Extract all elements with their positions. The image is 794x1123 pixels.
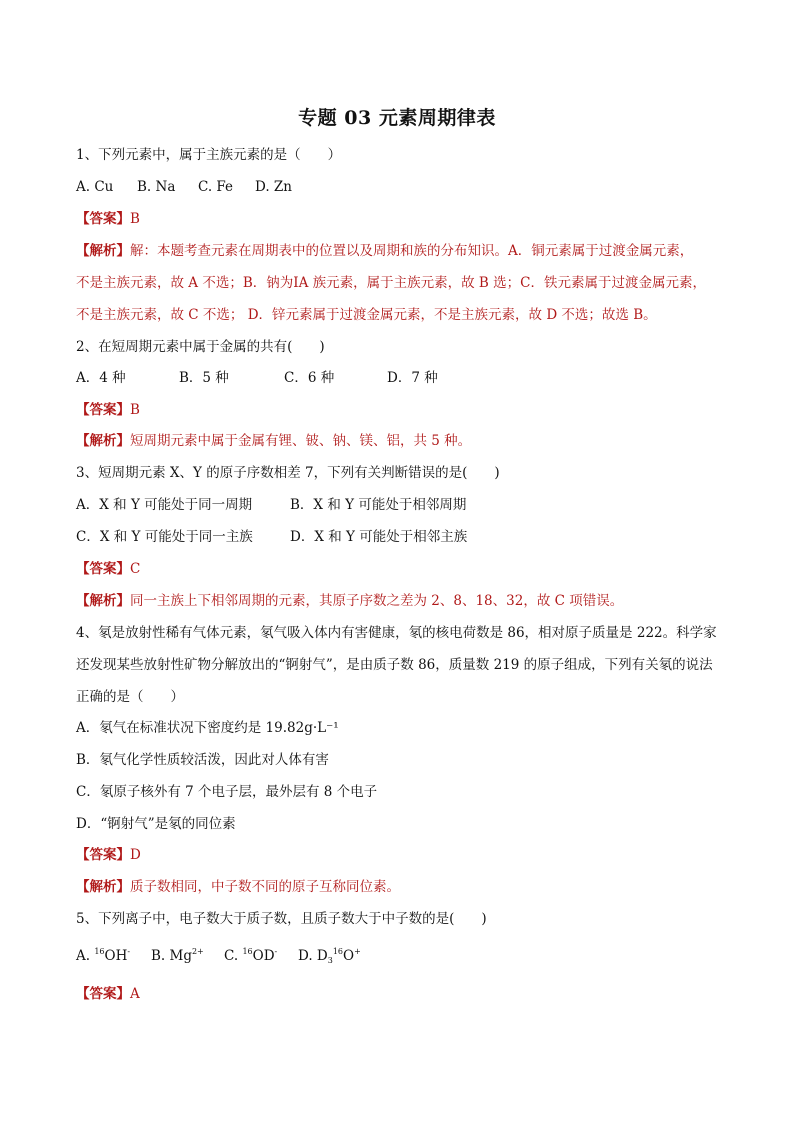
- option-c-formula: OD: [252, 948, 275, 964]
- question-4-line-2: 还发现某些放射性矿物分解放出的“锕射气”，是由质子数 86，质量数 219 的原子组成，下列有关氡的说法: [76, 657, 713, 673]
- option-b-charge: 2+: [191, 947, 204, 956]
- answer-tag: 【答案】: [76, 211, 130, 227]
- option-a: [76, 946, 151, 966]
- option-a: A．4 种: [76, 370, 126, 386]
- analysis-1-line-1: [76, 241, 693, 261]
- option-c: C．X 和 Y 可能处于同一主族: [76, 529, 253, 545]
- analysis-1-line-2: 不是主族元素，故 A 不选；B．钠为ⅠA 族元素，属于主族元素，故 B 选；C．铁元素属于过渡金属元素，: [76, 275, 706, 291]
- question-2: 2、在短周期元素中属于金属的共有( ): [76, 339, 325, 355]
- option-c-prefix: C.: [224, 948, 243, 964]
- option-a: A．X 和 Y 可能处于同一周期: [76, 497, 253, 513]
- option-d-prefix: D. D: [298, 948, 328, 964]
- analysis-text: 质子数相同，中子数不同的原子互称同位素。: [130, 879, 400, 895]
- option-c: C．6 种: [284, 370, 335, 386]
- question-5: 5、下列离子中，电子数大于质子数，且质子数大于中子数的是( ): [76, 911, 487, 927]
- analysis-text: 同一主族上下相邻周期的元素，其原子序数之差为 2、8、18、32，故 C 项错误。: [130, 593, 624, 609]
- answer-tag: 【答案】: [76, 847, 130, 863]
- analysis-3: [76, 591, 623, 611]
- option-a: A. Cu: [76, 179, 114, 195]
- option-b-formula: B. Mg: [151, 948, 192, 964]
- option-a-formula: OH: [104, 948, 128, 964]
- option-d-mass-number: 16: [332, 947, 344, 956]
- option-a-prefix: A.: [76, 948, 95, 964]
- option-c: C. Fe: [198, 179, 234, 195]
- answer-tag: 【答案】: [76, 402, 130, 418]
- option-d-formula: O: [343, 948, 355, 964]
- question-1: 1、下列元素中，属于主族元素的是（ ）: [76, 147, 342, 163]
- question-1-options: [76, 177, 292, 197]
- option-c-mass-number: 16: [242, 947, 253, 956]
- answer-2: [76, 400, 140, 420]
- answer-3: [76, 559, 140, 579]
- analysis-2: [76, 431, 471, 451]
- option-c: C．氡原子核外有 7 个电子层，最外层有 8 个电子: [76, 784, 378, 800]
- answer-5: [76, 984, 140, 1004]
- option-a-charge: -: [127, 947, 131, 956]
- question-3-options-row-2: [76, 527, 467, 547]
- analysis-tag: 【解析】: [76, 433, 130, 449]
- analysis-text: 解：本题考查元素在周期表中的位置以及周期和族的分布知识。A．铜元素属于过渡金属元素，: [130, 243, 694, 259]
- option-d: D. Zn: [255, 179, 292, 195]
- option-a-mass-number: 16: [94, 947, 105, 956]
- option-d: D．7 种: [387, 370, 438, 386]
- option-b: B．5 种: [179, 370, 229, 386]
- question-4-line-1: 4、氡是放射性稀有气体元素，氡气吸入体内有害健康，氡的核电荷数是 86，相对原子质量是 222。科学家: [76, 625, 717, 641]
- analysis-tag: 【解析】: [76, 879, 130, 895]
- page-title: 专题 03 元素周期律表: [298, 107, 496, 129]
- analysis-text: 短周期元素中属于金属有锂、铍、钠、镁、铝，共 5 种。: [130, 433, 472, 449]
- answer-value: B: [130, 211, 140, 227]
- question-4-line-3: 正确的是（ ）: [76, 689, 184, 705]
- analysis-tag: 【解析】: [76, 593, 130, 609]
- option-d: D．“锕射气”是氡的同位素: [76, 816, 236, 832]
- option-d-subscript: 3: [327, 956, 333, 965]
- analysis-1-line-3: 不是主族元素，故 C 不选； D．锌元素属于过渡金属元素，不是主族元素，故 D 不选；故选 B。: [76, 307, 657, 323]
- option-c-charge: -: [274, 947, 278, 956]
- option-b: [151, 946, 224, 966]
- answer-tag: 【答案】: [76, 561, 130, 577]
- answer-1: [76, 209, 140, 229]
- question-3-options-row-1: [76, 495, 466, 515]
- option-d: [298, 946, 361, 966]
- question-2-options: [76, 368, 438, 388]
- option-b: B．氡气化学性质较活泼，因此对人体有害: [76, 752, 329, 768]
- answer-4: [76, 845, 141, 865]
- question-3: 3、短周期元素 X、Y 的原子序数相差 7，下列有关判断错误的是( ): [76, 465, 500, 481]
- answer-value: C: [130, 561, 141, 577]
- option-a: A．氡气在标准状况下密度约是 19.82g·L⁻¹: [76, 720, 339, 736]
- option-c: [224, 946, 298, 966]
- option-d: D．X 和 Y 可能处于相邻主族: [290, 529, 468, 545]
- answer-value: D: [130, 847, 141, 863]
- analysis-tag: 【解析】: [76, 243, 130, 259]
- answer-tag: 【答案】: [76, 986, 130, 1002]
- analysis-4: [76, 877, 400, 897]
- answer-value: B: [130, 402, 140, 418]
- question-5-options: [76, 946, 361, 966]
- answer-value: A: [130, 986, 140, 1002]
- option-b: B．X 和 Y 可能处于相邻周期: [290, 497, 467, 513]
- option-b: B. Na: [137, 179, 176, 195]
- option-d-charge: +: [354, 947, 361, 956]
